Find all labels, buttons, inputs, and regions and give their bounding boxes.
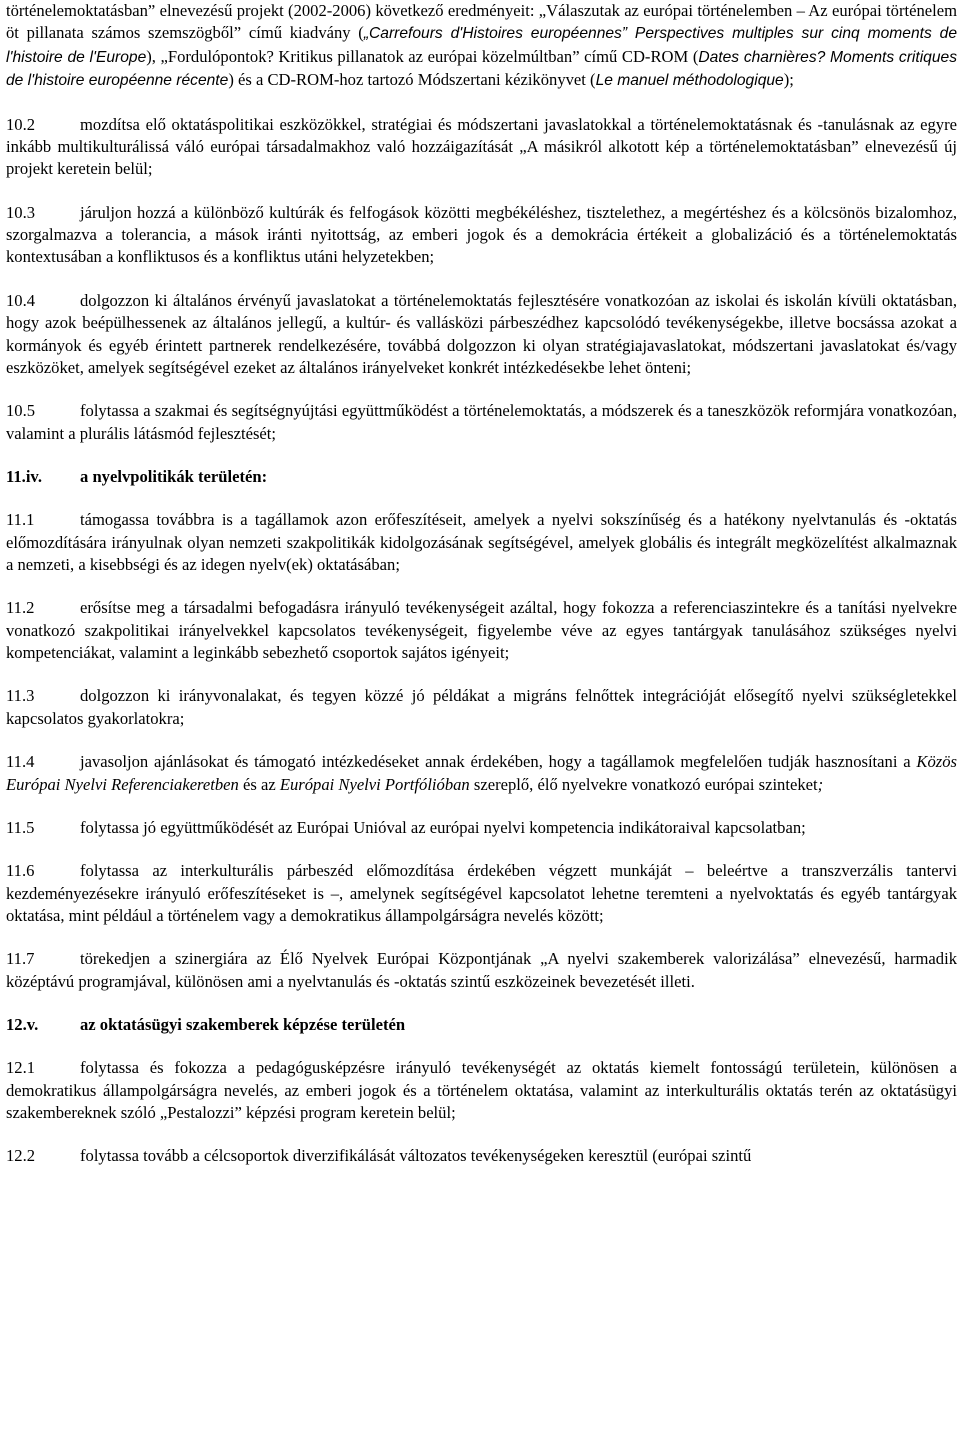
paragraph-text: járuljon hozzá a különböző kultúrák és felfogások közötti megbékéléshez, tisztelethez, a megértéshez és a kölcsönös bizalomhoz, szorgalmazva a tolerancia, a mások iránti nyitottság, az emberi jogok és a demokrácia értékeit a globalizáció és a történelemoktatás kontextusában a konfliktusos és a konfliktus utáni helyzetekben; [6, 202, 957, 267]
intro-italic-3: Le manuel méthodologique [595, 72, 784, 90]
intro-text-3: ) és a CD-ROM-hoz tartozó Módszertani kézikönyvet ( [228, 70, 596, 90]
paragraph-text: folytassa jó együttműködését az Európai Unióval az európai nyelvi kompetencia indikátoraival kapcsolatban; [80, 817, 806, 837]
document-page [6, 0, 957, 1189]
paragraph-number: 11.2 [6, 598, 35, 618]
paragraph-12-2 [6, 1145, 957, 1167]
paragraph-12-1 [6, 1057, 957, 1124]
paragraph-text: mozdítsa elő oktatáspolitikai eszközökkel, stratégiai és módszertani javaslatokkal a történelemoktatásnak és -tanulásnak az egyre inkább multikulturálissá váló európai társadalmakhoz való hozzáigazítását „A másikról alkotott kép a történelemoktatásban” elnevezésű új projekt keretein belül; [6, 114, 957, 179]
paragraph-text: javasoljon ajánlásokat és támogató intézkedéseket annak érdekében, hogy a tagállamok megfelelően tudják hasznosítani a [80, 752, 917, 772]
intro-italic-2: Dates charnières? Moments critiques de l'histoire européenne récente [6, 48, 957, 90]
paragraph-11-1 [6, 509, 957, 576]
paragraph-10-4 [6, 290, 957, 380]
paragraph-text: dolgozzon ki irányvonalakat, és tegyen közzé jó példákat a migráns felnőttek integrációját elősegítő nyelvi szükségletekkel kapcsolatos gyakorlatokra; [6, 686, 957, 728]
paragraph-10-2 [6, 114, 957, 181]
paragraph-number: 10.3 [6, 202, 36, 222]
section-heading-12 [6, 1014, 957, 1036]
paragraph-11-5 [6, 817, 957, 839]
paragraph-text: folytassa a szakmai és segítségnyújtási együttműködést a történelemoktatás, a módszerek és a taneszközök reformjára vonatkozóan, valamint a plurális látásmód fejlesztését; [6, 401, 957, 443]
intro-text-2: ), „Fordulópontok? Kritikus pillanatok az európai közelmúltban” című CD-ROM ( [146, 46, 699, 66]
intro-paragraph [6, 0, 957, 93]
paragraph-number: 12.2 [6, 1146, 36, 1166]
paragraph-number: 11.3 [6, 686, 35, 706]
paragraph-11-7 [6, 948, 957, 993]
paragraph-text: támogassa továbbra is a tagállamok azon erőfeszítéseit, amelyek a nyelvi sokszínűség és a hatékony nyelvtanulás és -oktatás előmozdítására irányulnak olyan nemzeti szakpolitikák kidolgozásának segítségével, amelyek globális és integrált megközelítést alkalmaznak a nemzeti, a kisebbségi és az idegen nyelv(ek) oktatásában; [6, 510, 957, 575]
intro-italic-1: „Carrefours d'Histoires européennes” Perspectives multiples sur cinq moments de l'histoire de l'Europe [6, 25, 957, 66]
paragraph-10-5 [6, 400, 957, 445]
paragraph-text: szereplő, élő nyelvekre vonatkozó európai szinteket [469, 774, 818, 794]
paragraph-number: 11.6 [6, 861, 35, 881]
paragraph-text: erősítse meg a társadalmi befogadásra irányuló tevékenységeit azáltal, hogy fokozza a referenciaszintekre és a tanítási nyelvekre vonatkozó szakpolitikai irányelvekkel kapcsolatos tevékenységeit, figyelembe véve az egyes tantárgyak tanulásához szükséges nyelvi kompetenciákat, valamint a leginkább sebezhető csoportok sajátos igényeit; [6, 598, 957, 663]
paragraph-10-3 [6, 202, 957, 269]
paragraph-number: 11.4 [6, 752, 35, 772]
section-title: a nyelvpolitikák területén: [80, 466, 268, 486]
paragraph-text: folytassa tovább a célcsoportok diverzifikálását változatos tevékenységeken keresztül (európai szintű [80, 1146, 752, 1166]
paragraph-text: folytassa az interkulturális párbeszéd előmozdítása érdekében végzett munkáját – beleértve a transzverzális tantervi kezdeményezésekre irányuló erőfeszítéseket is –, amelynek segítségével kapcsolatot lehetne teremteni a nyelvoktatás és egyéb tantárgyak oktatása, mint például a történelem vagy a demokratikus állampolgárságra nevelés között; [6, 861, 957, 925]
paragraph-number: 12.1 [6, 1058, 36, 1078]
section-number: 11.iv. [6, 466, 42, 486]
section-heading-11 [6, 466, 957, 488]
paragraph-number: 11.7 [6, 949, 35, 969]
paragraph-italic-cefr: Közös Európai Nyelvi Referenciakeretben [6, 752, 957, 794]
paragraph-text: és az [238, 774, 280, 794]
paragraph-number: 11.1 [6, 510, 35, 530]
intro-text-1: történelemoktatásban” elnevezésű projekt (2002-2006) következő eredményeit: „Válaszutak az európai történelemben – Az európai történelem öt pillanata számos szemszögből” című kiadvány ( [6, 1, 957, 43]
paragraph-number: 10.2 [6, 114, 36, 134]
paragraph-italic-portfolio: Európai Nyelvi Portfólióban [279, 774, 470, 794]
section-number: 12.v. [6, 1014, 39, 1034]
paragraph-number: 10.5 [6, 401, 36, 421]
paragraph-11-3 [6, 685, 957, 730]
paragraph-11-4 [6, 751, 957, 796]
paragraph-text: folytassa és fokozza a pedagógusképzésre irányuló tevékenységét az oktatás kiemelt fontosságú területein, különösen a demokratikus állampolgárságra nevelés, az emberi jogok és a történelem oktatása, valamint az interkulturális oktatás terén az oktatásügyi szakembereknek szóló „Pestalozzi” képzési program keretein belül; [6, 1058, 957, 1123]
paragraph-text: törekedjen a szinergiára az Élő Nyelvek Európai Központjának „A nyelvi szakemberek valorizálása” elnevezésű, harmadik középtávú programjával, különösen ami a nyelvtanulás és -oktatás szintű eszközeinek bevezetését illeti. [6, 949, 957, 991]
paragraph-italic-end: ; [817, 774, 824, 794]
intro-text-4: ); [783, 70, 794, 90]
paragraph-number: 11.5 [6, 817, 35, 837]
paragraph-11-6 [6, 860, 957, 927]
paragraph-11-2 [6, 597, 957, 664]
paragraph-number: 10.4 [6, 290, 36, 310]
section-title: az oktatásügyi szakemberek képzése területén [80, 1014, 406, 1034]
paragraph-text: dolgozzon ki általános érvényű javaslatokat a történelemoktatás fejlesztésére vonatkozóan az iskolai és iskolán kívüli oktatásban, hogy azok beépülhessenek az általános jellegű, a kultúr- és vallásközi párbeszédhez kapcsolódó tevékenységekbe, illetve bocsássa azokat a kormányok és egyéb érintett partnerek rendelkezésére, továbbá dolgozzon ki olyan stratégiajavaslatokat, módszertani javaslatokat és/vagy eszközöket, amelyek segítségével ezeket az általános irányelveket konkrét intézkedésekbe lehet önteni; [6, 290, 957, 377]
